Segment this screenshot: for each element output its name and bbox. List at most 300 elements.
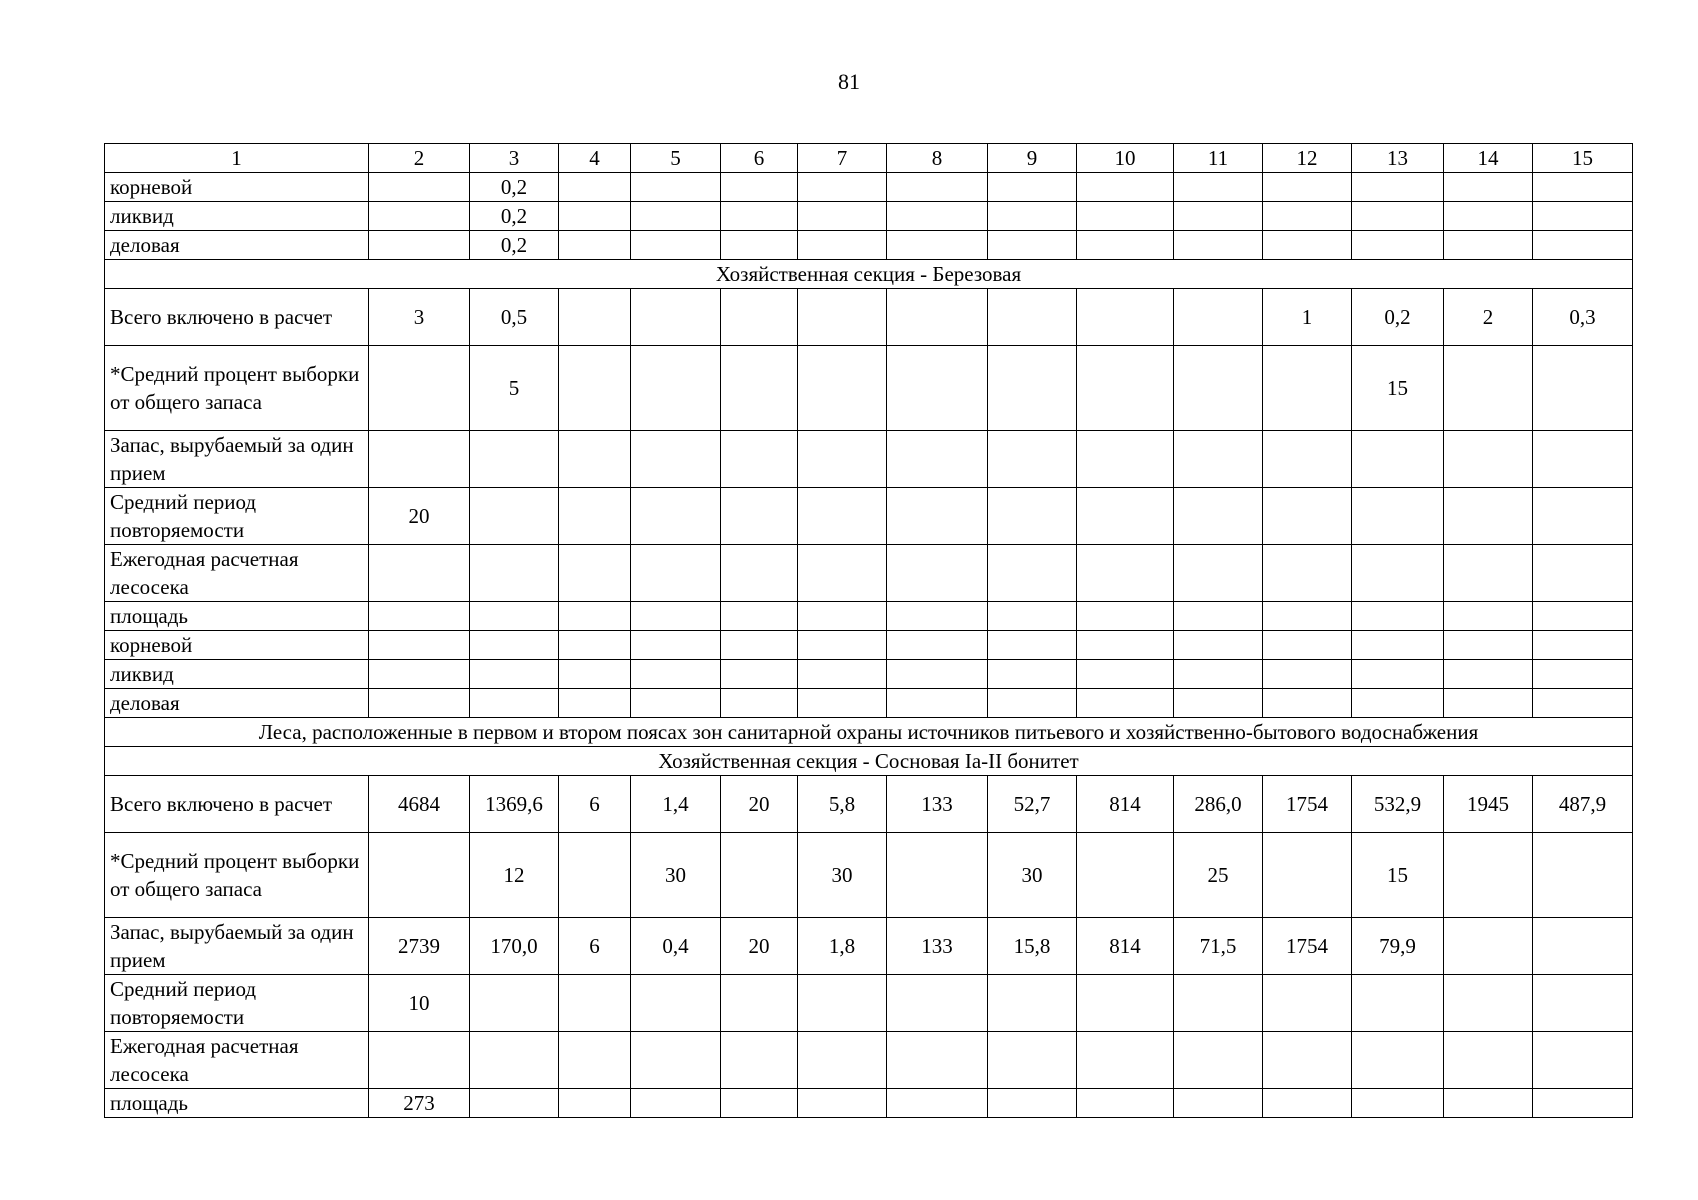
- table-row: [105, 776, 1633, 833]
- table-cell: [559, 660, 631, 689]
- table-cell: [559, 431, 631, 488]
- table-cell: [798, 1089, 887, 1118]
- table-cell: 30: [988, 833, 1077, 918]
- column-header: 6: [721, 144, 798, 173]
- table-cell: 133: [887, 918, 988, 975]
- table-cell: 1369,6: [470, 776, 559, 833]
- table-cell: [1533, 202, 1633, 231]
- table-cell: [1263, 545, 1352, 602]
- table-cell: [1444, 431, 1533, 488]
- table-cell: [721, 602, 798, 631]
- table-cell: [988, 202, 1077, 231]
- table-cell: [721, 202, 798, 231]
- table-cell: [988, 488, 1077, 545]
- table-cell: [988, 431, 1077, 488]
- table-cell: [1263, 173, 1352, 202]
- table-cell: [1533, 173, 1633, 202]
- table-cell: [470, 975, 559, 1032]
- table-cell: [1263, 202, 1352, 231]
- table-cell: [1263, 488, 1352, 545]
- table-cell: [559, 689, 631, 718]
- page-number: 81: [838, 69, 860, 94]
- table-cell: [470, 689, 559, 718]
- table-cell: [887, 545, 988, 602]
- table-cell: [1077, 231, 1174, 260]
- table-cell: [1444, 545, 1533, 602]
- table-cell: [988, 173, 1077, 202]
- table-cell: 0,2: [470, 231, 559, 260]
- table-cell: [1174, 689, 1263, 718]
- table-row: [105, 202, 1633, 231]
- table-cell: [1533, 689, 1633, 718]
- table-cell: 814: [1077, 776, 1174, 833]
- table-cell: [1444, 173, 1533, 202]
- table-cell: [369, 346, 470, 431]
- table-cell: 52,7: [988, 776, 1077, 833]
- table-cell: 79,9: [1352, 918, 1444, 975]
- table-cell: [1174, 1032, 1263, 1089]
- row-label: Запас, вырубаемый за один прием: [105, 918, 369, 975]
- table-cell: [798, 631, 887, 660]
- table-cell: [369, 689, 470, 718]
- table-cell: 0,3: [1533, 289, 1633, 346]
- table-cell: [798, 660, 887, 689]
- table-cell: [470, 545, 559, 602]
- table-cell: [1077, 173, 1174, 202]
- table-cell: [798, 975, 887, 1032]
- table-cell: [631, 689, 721, 718]
- table-cell: [559, 202, 631, 231]
- table-cell: [1444, 833, 1533, 918]
- table-cell: [1077, 833, 1174, 918]
- table-cell: [631, 488, 721, 545]
- column-header: 4: [559, 144, 631, 173]
- table-cell: [1352, 202, 1444, 231]
- row-label: Ежегодная расчетная лесосека: [105, 545, 369, 602]
- table-cell: 0,5: [470, 289, 559, 346]
- table-cell: [1174, 202, 1263, 231]
- table-cell: 1: [1263, 289, 1352, 346]
- table-cell: [887, 488, 988, 545]
- table-cell: [1444, 1032, 1533, 1089]
- table-cell: [369, 173, 470, 202]
- table-cell: [1352, 689, 1444, 718]
- column-header: 12: [1263, 144, 1352, 173]
- table-cell: [988, 975, 1077, 1032]
- table-cell: [721, 660, 798, 689]
- table-cell: [1174, 631, 1263, 660]
- table-cell: [631, 231, 721, 260]
- table-row: [105, 289, 1633, 346]
- table-cell: [988, 545, 1077, 602]
- table-cell: 487,9: [1533, 776, 1633, 833]
- table-row: [105, 918, 1633, 975]
- table-cell: [559, 1032, 631, 1089]
- table-cell: 30: [798, 833, 887, 918]
- section-title: Хозяйственная секция - Березовая: [105, 260, 1633, 289]
- row-label: корневой: [105, 631, 369, 660]
- table-cell: [1533, 833, 1633, 918]
- table-cell: [1263, 346, 1352, 431]
- table-cell: [887, 689, 988, 718]
- table-row: [105, 631, 1633, 660]
- table-cell: [559, 545, 631, 602]
- table-cell: [798, 346, 887, 431]
- table-cell: [988, 602, 1077, 631]
- table-cell: [721, 545, 798, 602]
- table-cell: [1444, 975, 1533, 1032]
- table-cell: [1077, 1089, 1174, 1118]
- table-cell: [1077, 660, 1174, 689]
- table-cell: [721, 631, 798, 660]
- column-header: 8: [887, 144, 988, 173]
- table-cell: [721, 1089, 798, 1118]
- table-cell: [1444, 488, 1533, 545]
- table-cell: [631, 1032, 721, 1089]
- row-label: площадь: [105, 1089, 369, 1118]
- table-cell: [988, 689, 1077, 718]
- table-cell: 170,0: [470, 918, 559, 975]
- table-cell: [1174, 545, 1263, 602]
- table-cell: [1263, 1032, 1352, 1089]
- table-cell: [631, 202, 721, 231]
- table-cell: 25: [1174, 833, 1263, 918]
- table-cell: 1,8: [798, 918, 887, 975]
- table-cell: 814: [1077, 918, 1174, 975]
- table-cell: [887, 202, 988, 231]
- section-title: Леса, расположенные в первом и втором поясах зон санитарной охраны источников питьевого и хозяйственно-бытового водоснабжения: [105, 718, 1633, 747]
- table-cell: [1077, 689, 1174, 718]
- table-cell: [559, 631, 631, 660]
- table-row: [105, 602, 1633, 631]
- table-cell: 4684: [369, 776, 470, 833]
- section-row: [105, 260, 1633, 289]
- row-label: Запас, вырубаемый за один прием: [105, 431, 369, 488]
- table-cell: [1444, 346, 1533, 431]
- table-cell: 20: [721, 918, 798, 975]
- table-cell: [988, 231, 1077, 260]
- table-cell: [470, 488, 559, 545]
- table-cell: 15: [1352, 346, 1444, 431]
- table-cell: [631, 631, 721, 660]
- table-cell: 1,4: [631, 776, 721, 833]
- table-cell: [1174, 975, 1263, 1032]
- section-row: [105, 747, 1633, 776]
- table-cell: [369, 660, 470, 689]
- table-cell: [559, 602, 631, 631]
- table-cell: [1444, 689, 1533, 718]
- table-cell: [988, 1089, 1077, 1118]
- table-cell: [1077, 289, 1174, 346]
- table-cell: [1533, 231, 1633, 260]
- table-cell: 15: [1352, 833, 1444, 918]
- table-row: [105, 431, 1633, 488]
- table-cell: [798, 231, 887, 260]
- table-cell: [369, 602, 470, 631]
- table-cell: 0,2: [470, 202, 559, 231]
- row-label: Всего включено в расчет: [105, 776, 369, 833]
- table-cell: 0,4: [631, 918, 721, 975]
- table-cell: [1174, 602, 1263, 631]
- table-cell: [721, 689, 798, 718]
- column-header: 5: [631, 144, 721, 173]
- forest-table: [104, 143, 1633, 1118]
- table-cell: 1754: [1263, 918, 1352, 975]
- table-cell: [798, 289, 887, 346]
- row-label: *Средний процент выборки от общего запаса: [105, 346, 369, 431]
- table-cell: [1352, 488, 1444, 545]
- table-cell: 5,8: [798, 776, 887, 833]
- table-cell: [798, 602, 887, 631]
- table-cell: [1352, 660, 1444, 689]
- table-cell: [887, 660, 988, 689]
- row-label: Средний период повторяемости: [105, 488, 369, 545]
- table-cell: [631, 173, 721, 202]
- table-cell: [470, 602, 559, 631]
- table-cell: [1174, 289, 1263, 346]
- table-cell: 10: [369, 975, 470, 1032]
- table-cell: [1444, 602, 1533, 631]
- table-cell: [887, 231, 988, 260]
- table-cell: [721, 1032, 798, 1089]
- table-cell: [721, 431, 798, 488]
- table-cell: [988, 289, 1077, 346]
- table-cell: [988, 631, 1077, 660]
- column-header: 7: [798, 144, 887, 173]
- table-cell: [1077, 1032, 1174, 1089]
- table-cell: 6: [559, 918, 631, 975]
- table-cell: [988, 660, 1077, 689]
- table-cell: [721, 488, 798, 545]
- table-row: [105, 545, 1633, 602]
- table-row: [105, 833, 1633, 918]
- table-cell: [1077, 602, 1174, 631]
- table-cell: [470, 431, 559, 488]
- table-cell: 1945: [1444, 776, 1533, 833]
- table-cell: [1444, 631, 1533, 660]
- table-cell: [1263, 231, 1352, 260]
- table-row: [105, 231, 1633, 260]
- table-cell: [369, 231, 470, 260]
- row-label: ликвид: [105, 202, 369, 231]
- table-cell: [559, 1089, 631, 1118]
- table-cell: [631, 545, 721, 602]
- table-cell: [1263, 631, 1352, 660]
- table-cell: [1533, 918, 1633, 975]
- table-cell: [559, 231, 631, 260]
- table-cell: [1533, 602, 1633, 631]
- table-cell: 20: [369, 488, 470, 545]
- table-cell: [1444, 1089, 1533, 1118]
- table-cell: [887, 431, 988, 488]
- table-cell: [369, 545, 470, 602]
- table-cell: 20: [721, 776, 798, 833]
- table-cell: [470, 1032, 559, 1089]
- table-row: [105, 660, 1633, 689]
- table-cell: [887, 346, 988, 431]
- row-label: Ежегодная расчетная лесосека: [105, 1032, 369, 1089]
- table-cell: [721, 346, 798, 431]
- table-cell: [1533, 1089, 1633, 1118]
- table-cell: 286,0: [1174, 776, 1263, 833]
- table-cell: 30: [631, 833, 721, 918]
- table-cell: [1533, 431, 1633, 488]
- table-cell: [470, 631, 559, 660]
- table-cell: [1077, 975, 1174, 1032]
- table-row: [105, 173, 1633, 202]
- table-row: [105, 689, 1633, 718]
- table-cell: [1263, 602, 1352, 631]
- table-cell: [1263, 1089, 1352, 1118]
- table-cell: [1533, 660, 1633, 689]
- table-row: [105, 975, 1633, 1032]
- table-cell: [798, 173, 887, 202]
- row-label: площадь: [105, 602, 369, 631]
- table-cell: [1174, 431, 1263, 488]
- table-cell: [887, 289, 988, 346]
- table-cell: [721, 231, 798, 260]
- table-row: [105, 1032, 1633, 1089]
- table-cell: [631, 1089, 721, 1118]
- table-cell: [470, 1089, 559, 1118]
- table-cell: [1352, 631, 1444, 660]
- table-cell: [559, 346, 631, 431]
- table-cell: [1352, 1089, 1444, 1118]
- table-cell: 3: [369, 289, 470, 346]
- table-cell: [798, 545, 887, 602]
- table-cell: 15,8: [988, 918, 1077, 975]
- table-cell: 2: [1444, 289, 1533, 346]
- table-cell: 532,9: [1352, 776, 1444, 833]
- table-cell: [1174, 660, 1263, 689]
- table-cell: [631, 602, 721, 631]
- table-cell: 1754: [1263, 776, 1352, 833]
- table-cell: [798, 689, 887, 718]
- row-label: ликвид: [105, 660, 369, 689]
- table-cell: [1174, 488, 1263, 545]
- table-cell: [1174, 173, 1263, 202]
- table-cell: [1444, 918, 1533, 975]
- table-cell: [887, 602, 988, 631]
- row-label: деловая: [105, 231, 369, 260]
- table-cell: [470, 660, 559, 689]
- table-cell: [798, 488, 887, 545]
- table-cell: [1077, 545, 1174, 602]
- table-cell: [798, 1032, 887, 1089]
- column-header: 11: [1174, 144, 1263, 173]
- section-title: Хозяйственная секция - Сосновая Ia-II бонитет: [105, 747, 1633, 776]
- table-cell: [1533, 1032, 1633, 1089]
- table-cell: [559, 289, 631, 346]
- table-cell: [631, 660, 721, 689]
- table-cell: [1077, 346, 1174, 431]
- column-header: 1: [105, 144, 369, 173]
- table-cell: [887, 631, 988, 660]
- table-cell: [631, 346, 721, 431]
- table-cell: [1533, 545, 1633, 602]
- table-cell: [887, 1089, 988, 1118]
- table-cell: [988, 1032, 1077, 1089]
- table-cell: [887, 1032, 988, 1089]
- table-cell: [1352, 602, 1444, 631]
- row-label: деловая: [105, 689, 369, 718]
- table-cell: [798, 431, 887, 488]
- column-header: 13: [1352, 144, 1444, 173]
- table-cell: [1077, 202, 1174, 231]
- table-cell: [559, 173, 631, 202]
- row-label: Средний период повторяемости: [105, 975, 369, 1032]
- table-cell: 6: [559, 776, 631, 833]
- table-cell: [369, 431, 470, 488]
- table-cell: [631, 975, 721, 1032]
- table-cell: [1533, 488, 1633, 545]
- table-cell: [1352, 1032, 1444, 1089]
- column-header: 10: [1077, 144, 1174, 173]
- table-cell: [721, 173, 798, 202]
- table-cell: [1352, 975, 1444, 1032]
- table-cell: [721, 975, 798, 1032]
- row-label: корневой: [105, 173, 369, 202]
- table-cell: [1352, 431, 1444, 488]
- table-row: [105, 488, 1633, 545]
- table-cell: [369, 833, 470, 918]
- table-cell: [1174, 1089, 1263, 1118]
- table-cell: [887, 173, 988, 202]
- table-cell: [1263, 975, 1352, 1032]
- table-cell: [1352, 545, 1444, 602]
- table-cell: 12: [470, 833, 559, 918]
- table-cell: [721, 833, 798, 918]
- table-cell: [559, 833, 631, 918]
- table-cell: [887, 975, 988, 1032]
- table-cell: [1174, 231, 1263, 260]
- table-cell: [559, 488, 631, 545]
- table-row: [105, 346, 1633, 431]
- table-cell: [631, 289, 721, 346]
- table-cell: [1077, 431, 1174, 488]
- table-cell: [631, 431, 721, 488]
- table-cell: [1352, 231, 1444, 260]
- table-cell: [1174, 346, 1263, 431]
- table-cell: [1533, 346, 1633, 431]
- table-cell: 71,5: [1174, 918, 1263, 975]
- row-label: Всего включено в расчет: [105, 289, 369, 346]
- table-cell: [1444, 202, 1533, 231]
- table-cell: [1077, 488, 1174, 545]
- column-header: 3: [470, 144, 559, 173]
- table-cell: [559, 975, 631, 1032]
- table-cell: [369, 202, 470, 231]
- table-cell: [1263, 431, 1352, 488]
- table-cell: [1352, 173, 1444, 202]
- table-cell: 133: [887, 776, 988, 833]
- table-cell: [1533, 631, 1633, 660]
- table-cell: [887, 833, 988, 918]
- table-cell: [369, 631, 470, 660]
- section-row: [105, 718, 1633, 747]
- column-header: 2: [369, 144, 470, 173]
- table-row: [105, 1089, 1633, 1118]
- column-header: 9: [988, 144, 1077, 173]
- table-cell: [721, 289, 798, 346]
- table-cell: [1533, 975, 1633, 1032]
- header-row: [105, 144, 1633, 173]
- column-header: 15: [1533, 144, 1633, 173]
- table-cell: 5: [470, 346, 559, 431]
- table-cell: [369, 1032, 470, 1089]
- table-cell: [1263, 833, 1352, 918]
- table-cell: [988, 346, 1077, 431]
